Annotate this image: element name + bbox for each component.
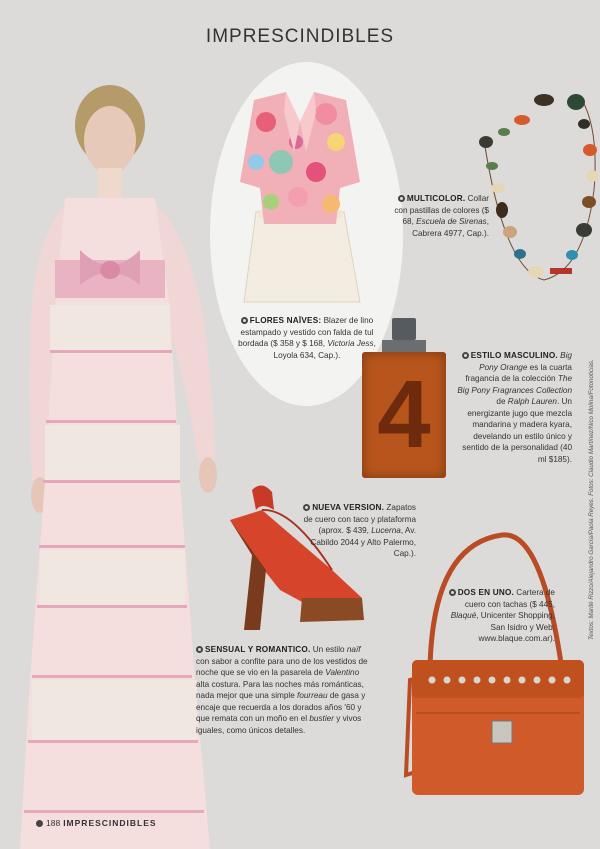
page-number: 188: [46, 818, 61, 828]
footer-bullet-icon: [36, 820, 43, 827]
bottle-cap: [392, 318, 416, 340]
caption-multicolor: MULTICOLOR. Collar con pastillas de colores ($ 68, Escuela de Sirenas, Cabrera 4977, Cap.).: [394, 194, 489, 238]
bullet-icon: [196, 646, 203, 653]
fragrance-bottle-photo: [362, 318, 446, 478]
credits-text: Textos: Marité Rizzo/Alejandro García/Paola Reyes. Fotos: Claudio Martínez/Nico Molina/Fotonoticias.: [588, 359, 595, 640]
bottle-neck: [382, 340, 426, 352]
footer-section: IMPRESCINDIBLES: [63, 818, 157, 828]
caption-flores-naives: FLORES NAÏVES: Blazer de lino estampado y vestido con falda de tul bordada ($ 358 y $ 168, Victoria Jess, Loyola 634, Cap.).: [238, 316, 376, 360]
bottle-body: [362, 352, 446, 478]
bullet-icon: [398, 195, 405, 202]
caption-nueva-version: NUEVA VERSION. Zapatos de cuero con taco y plataforma (aprox. $ 439, Lucerna, Av. Cabildo 2044 y Alto Palermo, Cap.).: [303, 503, 416, 558]
page-footer: [36, 818, 157, 828]
page-title: IMPRESCINDIBLES: [205, 26, 395, 47]
bullet-icon: [462, 352, 469, 359]
bullet-icon: [449, 589, 456, 596]
photo-credits: [578, 300, 595, 640]
beaded-necklace-photo: [474, 90, 600, 290]
bullet-icon: [241, 317, 248, 324]
caption-estilo-masculino: ESTILO MASCULINO. Big Pony Orange es la cuarta fragancia de la colección The Big Pony Fragrances Collection de Ralph Lauren. Un energizante jugo que mezcla mandarina y madera kyara, develando un estilo único y sentido de la personalidad (40 ml $185).: [457, 351, 572, 464]
caption-sensual-romantico: SENSUAL Y ROMANTICO. Un estilo naïf con sabor a confite para uno de los vestidos de noche que se vio en la pasarela de Valentino alta costura. Para las noches más románticas, nada mejor que una simple fourreau de gasa y encaje que recuerda a los dorados años '60 y que remata con un moño en el bustier y vivos iguales, como únicos detalles.: [196, 645, 368, 735]
caption-dos-en-uno: DOS EN UNO. Cartera de cuero con tachas ($ 445, Blaqué, Unicenter Shopping, San Isidro y Web: www.blaque.com.ar).: [445, 587, 555, 645]
studded-handbag-photo: [392, 525, 588, 810]
floral-blazer-photo: [236, 92, 364, 310]
bullet-icon: [303, 504, 310, 511]
bottle-number: 4: [377, 361, 431, 468]
